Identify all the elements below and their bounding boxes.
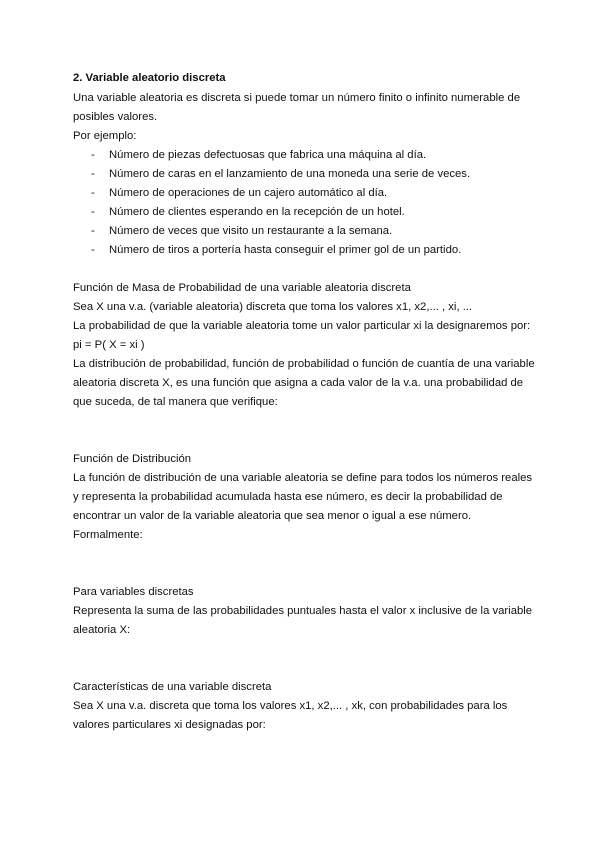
characteristics-heading: Características de una variable discreta [73,681,272,693]
cdf-line-2: y representa la probabilidad acumulada hasta ese número, es decir la probabilidad de [73,491,503,503]
bullet-marker: - [91,225,95,237]
discrete-line-2: aleatoria X: [73,624,131,636]
example-item-2: Número de caras en el lanzamiento de una moneda una serie de veces. [109,168,471,180]
example-item-1: Número de piezas defectuosas que fabrica una máquina al día. [109,149,427,161]
discrete-line-1: Representa la suma de las probabilidades puntuales hasta el valor x inclusive de la variable [73,605,533,617]
characteristics-line-1: Sea X una v.a. discreta que toma los valores x1, x2,... , xk, con probabilidades para los [73,700,508,712]
example-item-3: Número de operaciones de un cajero automático al día. [109,187,388,199]
bullet-marker: - [91,168,95,180]
cdf-heading: Función de Distribución [73,453,192,465]
pmf-line-1: Sea X una v.a. (variable aleatoria) discreta que toma los valores x1, x2,... , xi, ... [73,301,473,313]
cdf-line-3: encontrar un valor de la variable aleatoria que sea menor o igual a ese número. [73,510,472,522]
bullet-marker: - [91,244,95,256]
intro-line-2: posibles valores. [73,111,158,123]
example-label: Por ejemplo: [73,130,137,142]
pmf-heading: Función de Masa de Probabilidad de una variable aleatoria discreta [73,282,411,294]
bullet-marker: - [91,187,95,199]
pmf-line-6: que suceda, de tal manera que verifique: [73,396,278,408]
cdf-line-1: La función de distribución de una variable aleatoria se define para todos los números reales [73,472,533,484]
bullet-marker: - [91,149,95,161]
characteristics-line-2: valores particulares xi designadas por: [73,719,266,731]
example-item-5: Número de veces que visito un restaurante a la semana. [109,225,393,237]
example-item-4: Número de clientes esperando en la recepción de un hotel. [109,206,405,218]
section-title: 2. Variable aleatorio discreta [73,72,226,84]
cdf-line-4: Formalmente: [73,529,143,541]
pmf-line-4: La distribución de probabilidad, función de probabilidad o función de cuantía de una variable [73,358,535,370]
intro-line-1: Una variable aleatoria es discreta si puede tomar un número finito o infinito numerable de [73,92,521,104]
bullet-marker: - [91,206,95,218]
pmf-line-3: pi = P( X = xi ) [73,339,145,351]
pmf-line-5: aleatoria discreta X, es una función que asigna a cada valor de la v.a. una probabilidad de [73,377,524,389]
pmf-line-2: La probabilidad de que la variable aleatoria tome un valor particular xi la designaremos por: [73,320,531,332]
discrete-heading: Para variables discretas [73,586,194,598]
example-item-6: Número de tiros a portería hasta conseguir el primer gol de un partido. [109,244,462,256]
